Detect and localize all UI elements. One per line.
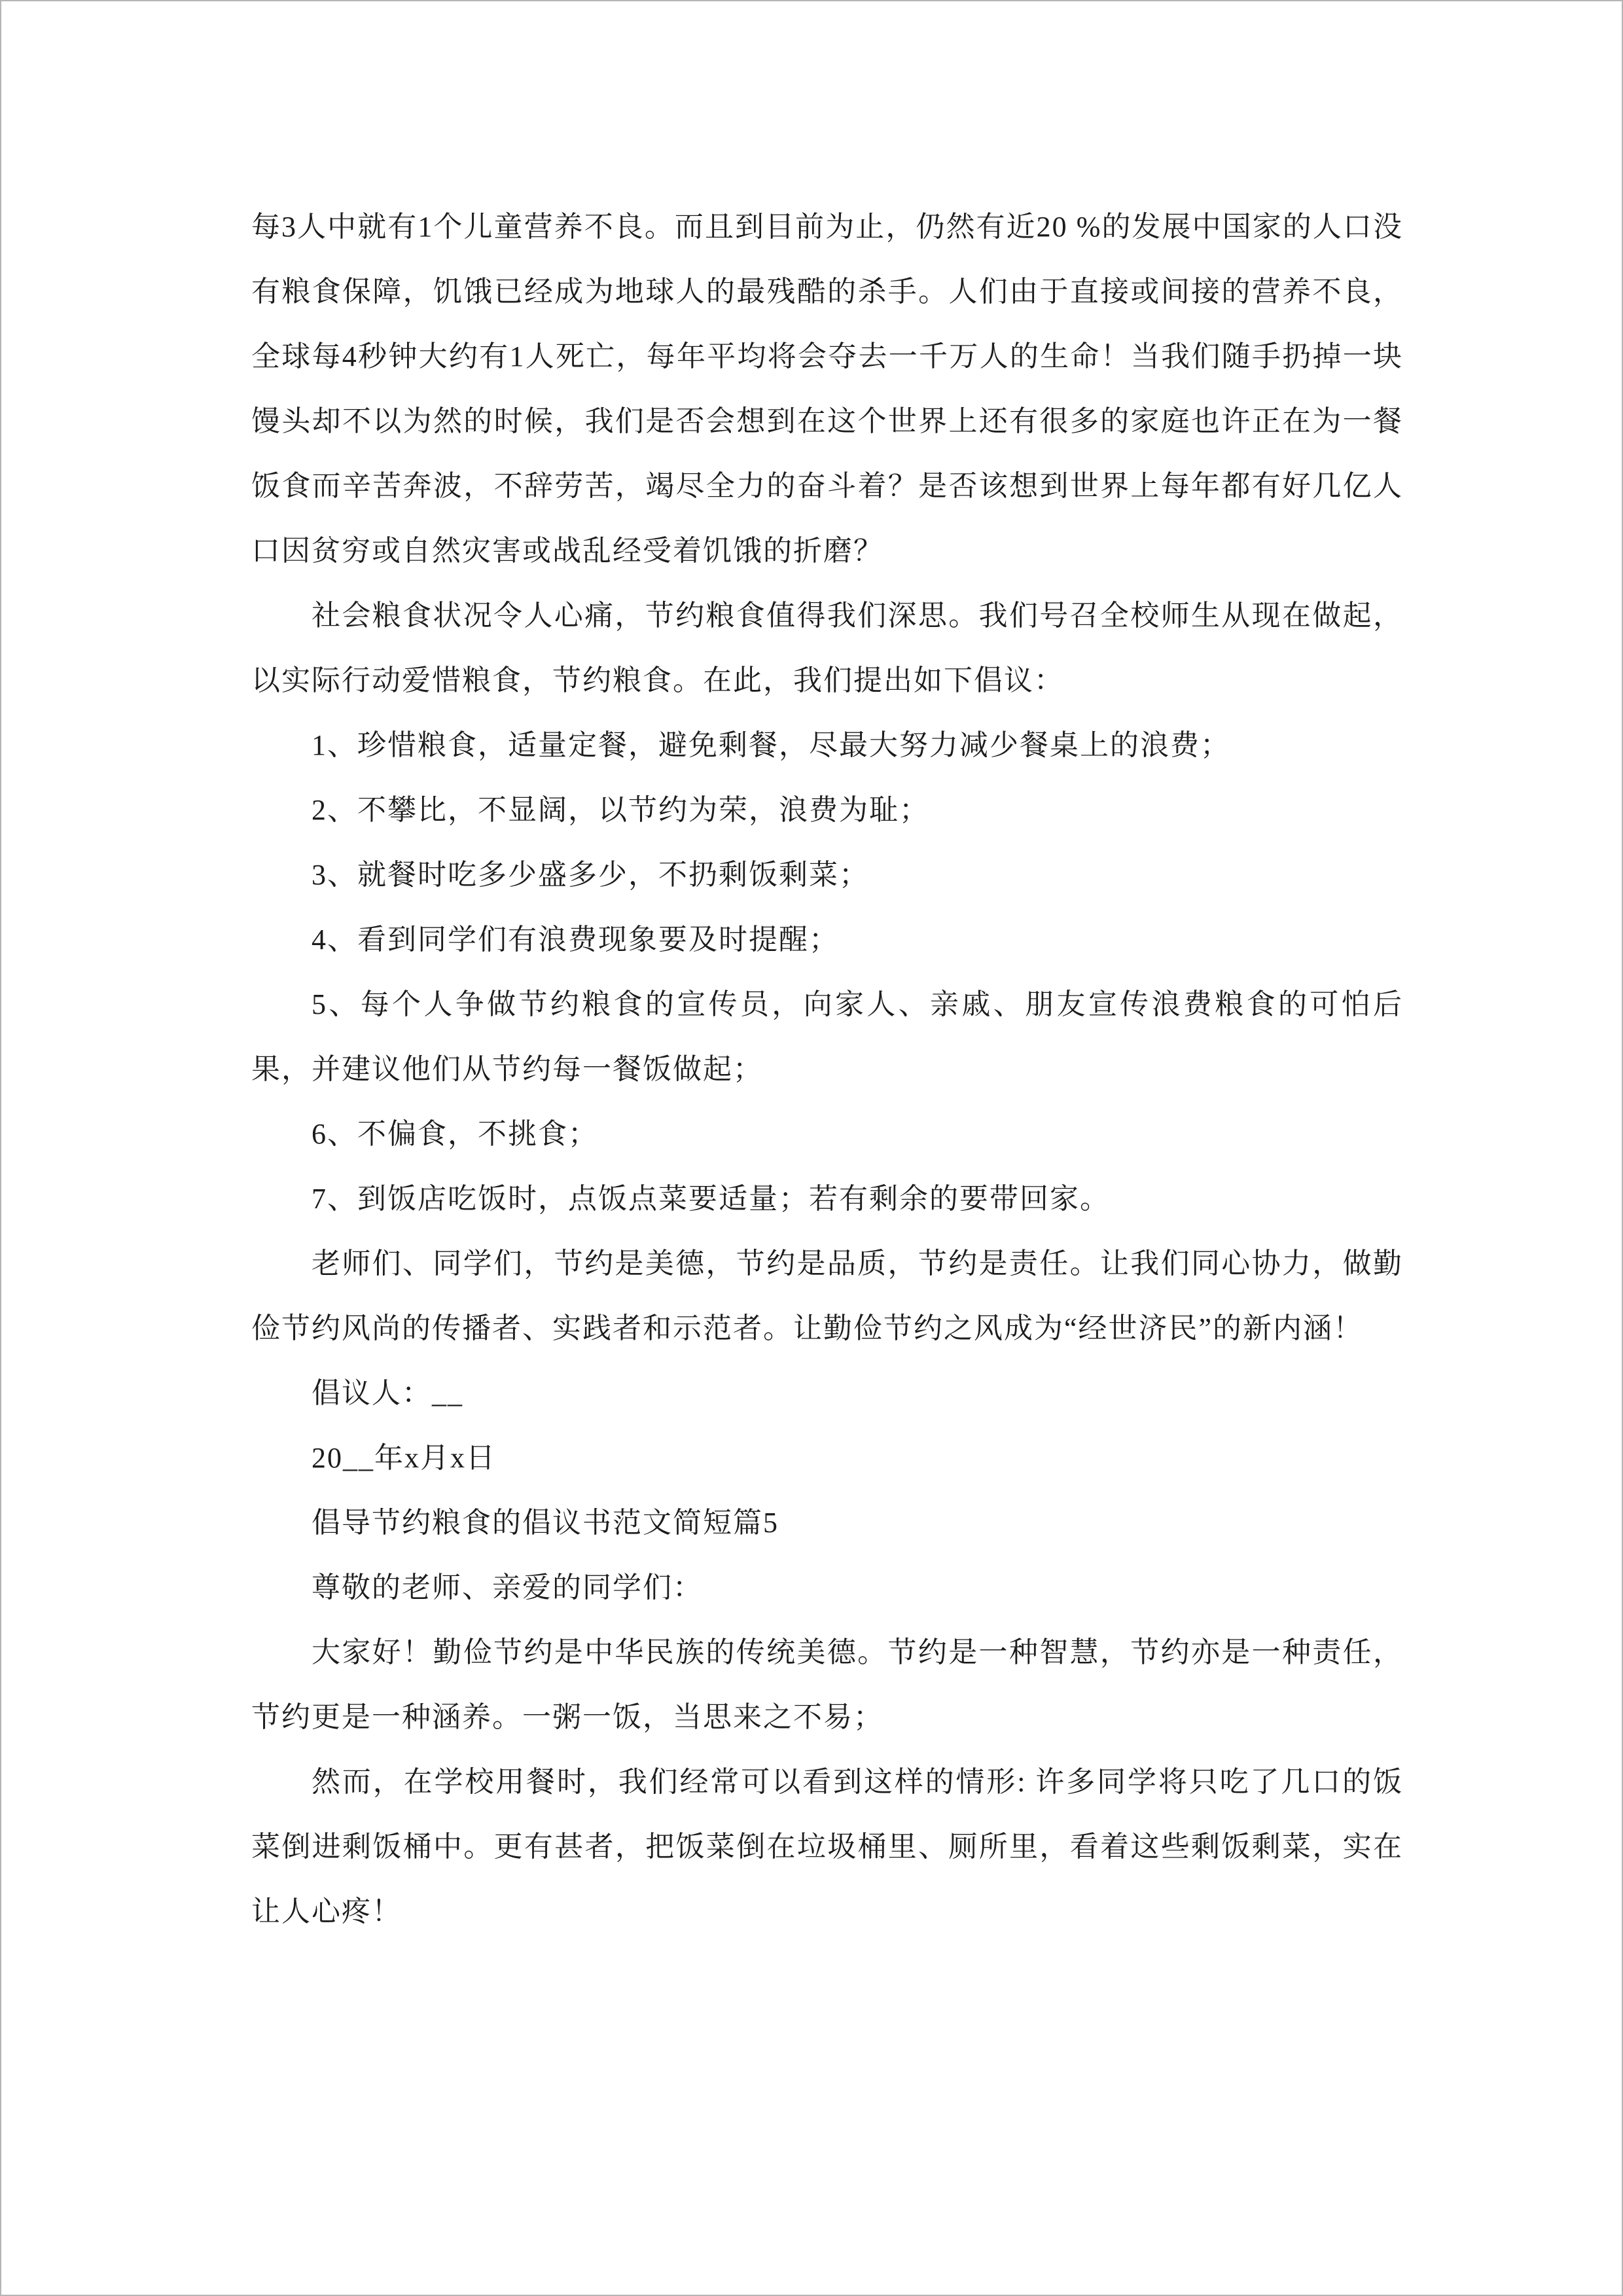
document-content xyxy=(251,194,1403,1944)
paragraph-greeting: 大家好！勤俭节约是中华民族的传统美德。节约是一种智慧，节约亦是一种责任，节约更是一种涵养。一粥一饭，当思来之不易； xyxy=(251,1636,1403,1733)
list-item-1: 1、珍惜粮食，适量定餐，避免剩餐，尽最大努力减少餐桌上的浪费； xyxy=(312,729,1230,761)
signature-proposer: 倡议人：__ xyxy=(312,1377,463,1409)
list-item-3: 3、就餐时吃多少盛多少，不扔剩饭剩菜； xyxy=(312,859,869,891)
paragraph-observation: 然而，在学校用餐时，我们经常可以看到这样的情形: 许多同学将只吃了几口的饭菜倒进剩饭桶中。更有甚者，把饭菜倒在垃圾桶里、厕所里，看着这些剩饭剩菜，实在让人心疼！ xyxy=(251,1766,1403,1928)
section-title-part5: 倡导节约粮食的倡议书范文简短篇5 xyxy=(312,1507,779,1539)
list-item-4: 4、看到同学们有浪费现象要及时提醒； xyxy=(312,924,839,956)
paragraph-continuation: 每3人中就有1个儿童营养不良。而且到目前为止，仍然有近20 %的发展中国家的人口没有粮食保障，饥饿已经成为地球人的最残酷的杀手。人们由于直接或间接的营养不良，全球每4秒钟大约有1人死亡，每年平均将会夺去一千万人的生命！当我们随手扔掉一块馒头却不以为然的时候，我们是否会想到在这个世界上还有很多的家庭也许正在为一餐饭食而辛苦奔波，不辞劳苦，竭尽全力的奋斗着？是否该想到世界上每年都有好几亿人口因贫穷或自然灾害或战乱经受着饥饿的折磨？ xyxy=(251,211,1403,567)
paragraph-appeal-intro: 社会粮食状况令人心痛，节约粮食值得我们深思。我们号召全校师生从现在做起，以实际行动爱惜粮食，节约粮食。在此，我们提出如下倡议： xyxy=(251,600,1403,696)
paragraph-closing: 老师们、同学们，节约是美德，节约是品质，节约是责任。让我们同心协力，做勤俭节约风尚的传播者、实践者和示范者。让勤俭节约之风成为“经世济民”的新内涵！ xyxy=(251,1247,1403,1344)
list-item-5: 5、每个人争做节约粮食的宣传员，向家人、亲戚、朋友宣传浪费粮食的可怕后果，并建议他们从节约每一餐饭做起； xyxy=(251,988,1403,1085)
salutation: 尊敬的老师、亲爱的同学们： xyxy=(312,1571,703,1604)
signature-date: 20__年x月x日 xyxy=(312,1442,496,1474)
list-item-2: 2、不攀比，不显阔，以节约为荣，浪费为耻； xyxy=(312,794,929,826)
list-item-7: 7、到饭店吃饭时，点饭点菜要适量；若有剩余的要带回家。 xyxy=(312,1183,1110,1215)
list-item-6: 6、不偏食，不挑食； xyxy=(312,1118,598,1150)
